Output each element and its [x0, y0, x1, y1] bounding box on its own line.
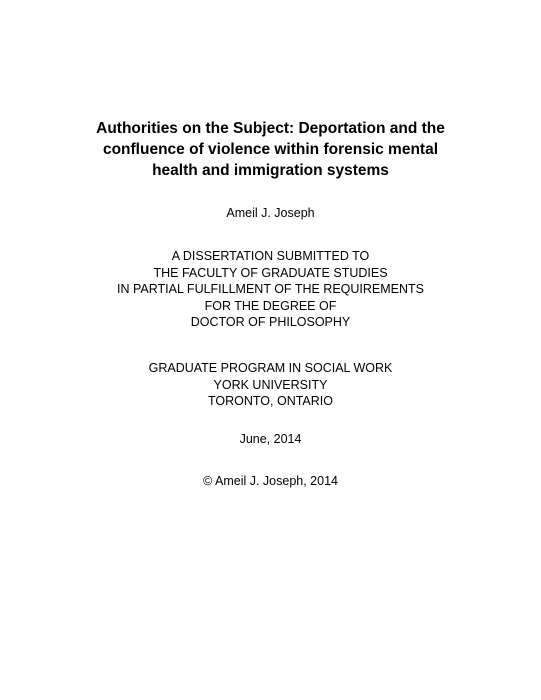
- statement-line: A DISSERTATION SUBMITTED TO: [171, 249, 370, 263]
- statement-line: DOCTOR OF PHILOSOPHY: [190, 315, 351, 329]
- program-line: GRADUATE PROGRAM IN SOCIAL WORK: [148, 361, 393, 375]
- title-line: health and immigration systems: [152, 162, 389, 179]
- statement-line: FOR THE DEGREE OF: [204, 298, 337, 313]
- copyright-notice: © Ameil J. Joseph, 2014: [203, 474, 338, 488]
- program-info: [40, 360, 501, 410]
- submission-date: June, 2014: [239, 432, 302, 446]
- author-name: Ameil J. Joseph: [226, 206, 315, 220]
- dissertation-statement: [40, 248, 501, 331]
- program-line: TORONTO, ONTARIO: [207, 394, 333, 408]
- title-line: Authorities on the Subject: Deportation and the: [96, 120, 445, 137]
- dissertation-title: [40, 118, 501, 181]
- statement-line: IN PARTIAL FULFILLMENT OF THE REQUIREMENTS: [117, 282, 424, 296]
- statement-line: THE FACULTY OF GRADUATE STUDIES: [153, 265, 388, 280]
- program-line: YORK UNIVERSITY: [213, 377, 328, 392]
- title-line: confluence of violence within forensic mental: [102, 141, 439, 158]
